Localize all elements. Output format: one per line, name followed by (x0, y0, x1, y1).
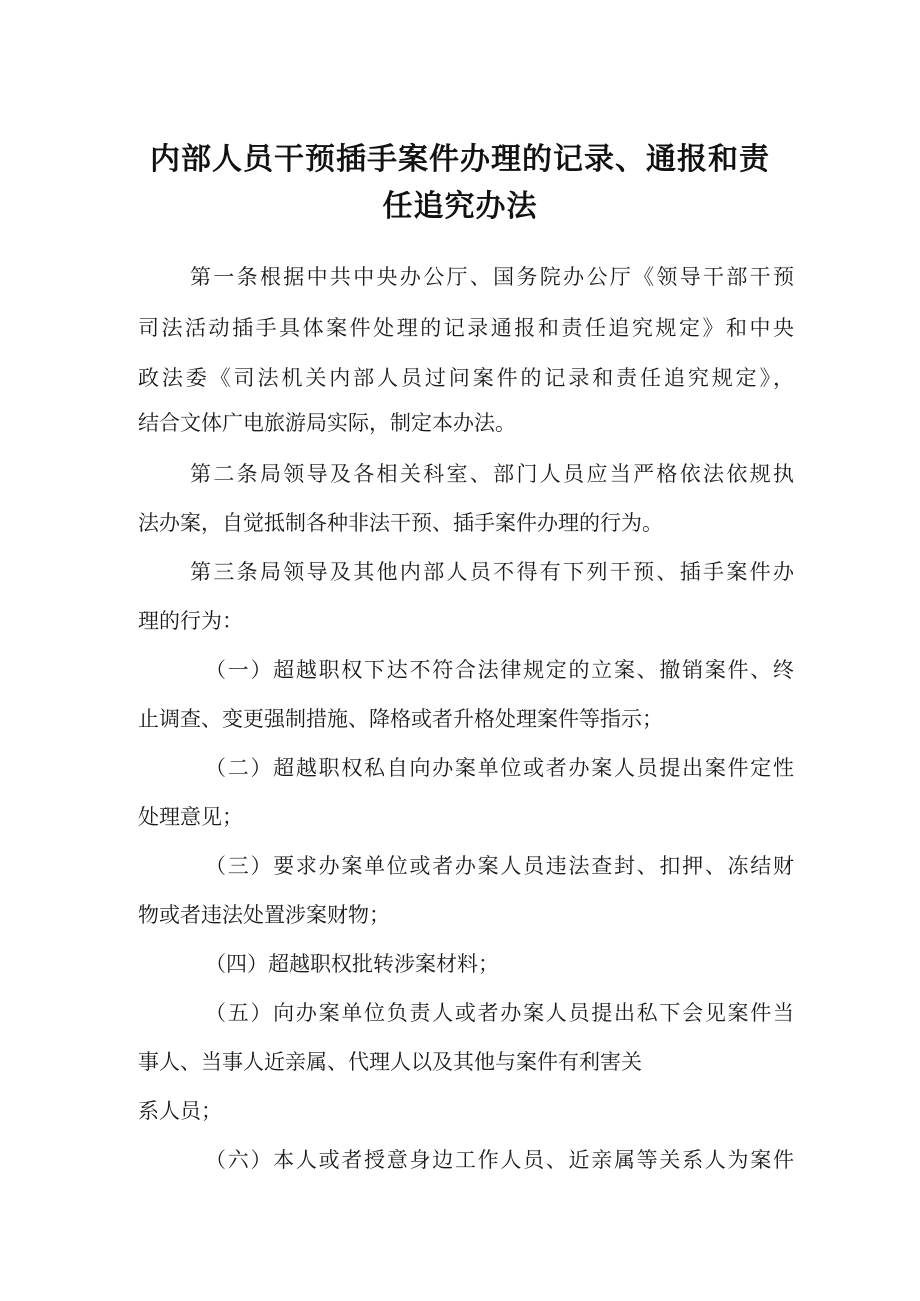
document-title-line-1: 内部人员干预插手案件办理的记录、通报和责 (150, 142, 770, 177)
list-item-line: 物或者违法处置涉案财物； (138, 903, 390, 927)
list-item-line: （六）本人或者授意身边工作人员、近亲属等关系人为案件 (205, 1148, 794, 1172)
list-item-line: （一）超越职权下达不符合法律规定的立案、撤销案件、终 (205, 658, 794, 682)
list-item-line: 系人员； (138, 1099, 222, 1123)
list-item-line: （二）超越职权私自向办案单位或者办案人员提出案件定性 (205, 756, 794, 780)
list-item-line: 处理意见； (138, 805, 243, 829)
text-line: 第二条局领导及各相关科室、部门人员应当严格依法依规执 (190, 462, 794, 486)
text-line: 理的行为： (138, 609, 243, 633)
list-item-line: （五）向办案单位负责人或者办案人员提出私下会见案件当 (205, 1001, 794, 1025)
list-item-line: 事人、当事人近亲属、代理人以及其他与案件有利害关 (138, 1050, 642, 1074)
text-line: 第一条根据中共中央办公厅、国务院办公厅《领导干部干预 (190, 265, 794, 289)
text-line: 政法委《司法机关内部人员过问案件的记录和责任追究规定》， (138, 366, 794, 390)
text-line: 第三条局领导及其他内部人员不得有下列干预、插手案件办 (190, 560, 794, 584)
text-line: 法办案，自觉抵制各种非法干预、插手案件办理的行为。 (138, 511, 663, 535)
list-item-line: （四）超越职权批转涉案材料； (205, 952, 499, 976)
document-title-line-2: 任追究办法 (382, 189, 538, 224)
text-line: 结合文体广电旅游局实际，制定本办法。 (138, 411, 516, 435)
list-item-line: （三）要求办案单位或者办案人员违法查封、扣押、冻结财 (205, 854, 794, 878)
text-line: 司法活动插手具体案件处理的记录通报和责任追究规定》和中央 (138, 316, 794, 340)
list-item-line: 止调查、变更强制措施、降格或者升格处理案件等指示； (138, 707, 663, 731)
